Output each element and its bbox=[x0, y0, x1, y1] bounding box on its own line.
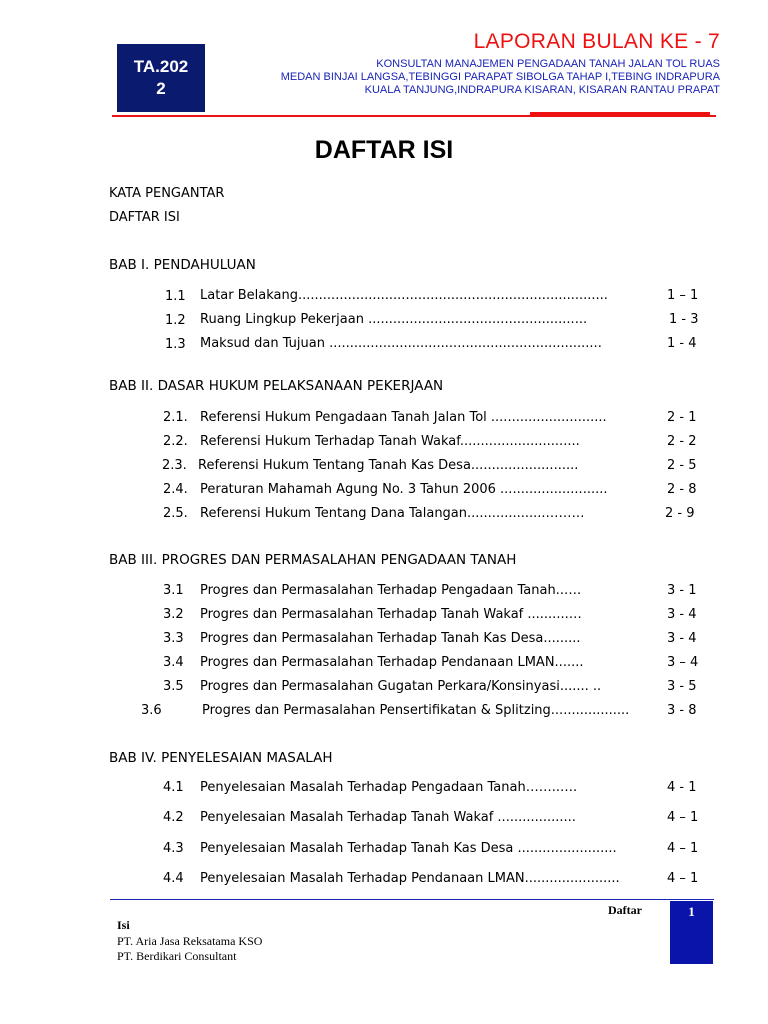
section-heading-bab-3: BAB III. PROGRES DAN PERMASALAHAN PENGADAAN TANAH bbox=[109, 552, 517, 568]
toc-entry-number: 2.4. bbox=[163, 482, 188, 497]
toc-entry-page: 2 - 8 bbox=[667, 482, 697, 497]
toc-entry-text: Referensi Hukum Terhadap Tanah Wakaf............................. bbox=[200, 434, 580, 449]
toc-entry-text: Progres dan Permasalahan Pensertifikatan & Splitzing................... bbox=[202, 703, 630, 718]
toc-entry-page: 3 – 4 bbox=[667, 655, 699, 670]
toc-entry-page: 3 - 4 bbox=[667, 631, 697, 646]
toc-entry-text: Penyelesaian Masalah Terhadap Pengadaan Tanah……..…. bbox=[200, 780, 578, 795]
toc-entry-number: 3.5 bbox=[163, 679, 184, 694]
toc-entry-text: Ruang Lingkup Pekerjaan ..................................................... bbox=[200, 312, 588, 327]
toc-entry-page: 3 - 8 bbox=[667, 703, 697, 718]
toc-entry-number: 3.1 bbox=[163, 583, 184, 598]
header-divider bbox=[112, 115, 716, 117]
toc-entry-text: Referensi Hukum Pengadaan Tanah Jalan Tol ............................ bbox=[200, 410, 607, 425]
toc-entry-page: 3 - 5 bbox=[667, 679, 697, 694]
section-heading-bab-2: BAB II. DASAR HUKUM PELAKSANAAN PEKERJAAN bbox=[109, 378, 444, 394]
toc-entry-text: Peraturan Mahamah Agung No. 3 Tahun 2006 .......................... bbox=[200, 482, 608, 497]
page-title: DAFTAR ISI bbox=[314, 136, 454, 164]
page-number-badge bbox=[670, 901, 713, 964]
toc-entry-text: Penyelesaian Masalah Terhadap Pendanaan LMAN....................... bbox=[200, 871, 620, 886]
toc-entry-text: Maksud dan Tujuan .................................................................. bbox=[200, 336, 602, 351]
toc-entry-number: 3.3 bbox=[163, 631, 184, 646]
footer-isi-label: Isi bbox=[117, 918, 130, 932]
toc-entry-text: Progres dan Permasalahan Terhadap Pengadaan Tanah..…. bbox=[200, 583, 582, 598]
header-line-1: KONSULTAN MANAJEMEN PENGADAAN TANAH JALAN TOL RUAS bbox=[376, 58, 720, 70]
toc-entry-page: 2 - 5 bbox=[667, 458, 697, 473]
toc-entry-text: Progres dan Permasalahan Gugatan Perkara/Konsinyasi....... .. bbox=[200, 679, 602, 694]
toc-entry-page: 4 - 1 bbox=[667, 780, 697, 795]
toc-entry-text: Progres dan Permasalahan Terhadap Tanah Kas Desa......... bbox=[200, 631, 581, 646]
toc-entry-number: 2.2. bbox=[163, 434, 188, 449]
toc-entry-page: 4 – 1 bbox=[667, 871, 699, 886]
toc-entry-number: 4.2 bbox=[163, 810, 184, 825]
toc-entry-number: 3.2 bbox=[163, 607, 184, 622]
toc-entry-page: 2 - 1 bbox=[667, 410, 697, 425]
toc-entry-number: 4.4 bbox=[163, 871, 184, 886]
toc-entry-page: 1 - 3 bbox=[669, 312, 699, 327]
toc-entry-number: 1.1 bbox=[165, 289, 186, 304]
toc-intro-kata-pengantar: KATA PENGANTAR bbox=[109, 186, 225, 201]
toc-entry-text: Progres dan Permasalahan Terhadap Tanah Wakaf ..........… bbox=[200, 607, 582, 622]
footer-company-2: PT. Berdikari Consultant bbox=[117, 949, 237, 963]
section-heading-bab-1: BAB I. PENDAHULUAN bbox=[109, 257, 256, 273]
toc-entry-page: 2 - 2 bbox=[667, 434, 697, 449]
header-line-2: MEDAN BINJAI LANGSA,TEBINGGI PARAPAT SIBOLGA TAHAP I,TEBING INDRAPURA bbox=[280, 71, 720, 83]
toc-entry-page: 3 - 4 bbox=[667, 607, 697, 622]
toc-entry-number: 1.3 bbox=[165, 337, 186, 352]
toc-entry-number: 4.1 bbox=[163, 780, 184, 795]
toc-entry-number: 4.3 bbox=[163, 841, 184, 856]
toc-entry-number: 3.6 bbox=[141, 703, 162, 718]
toc-entry-text: Latar Belakang........................................................................... bbox=[200, 288, 608, 303]
toc-entry-number: 1.2 bbox=[165, 313, 186, 328]
toc-intro-daftar-isi: DAFTAR ISI bbox=[109, 210, 180, 225]
toc-entry-text: Progres dan Permasalahan Terhadap Pendanaan LMAN....... bbox=[200, 655, 584, 670]
toc-entry-number: 2.3. bbox=[162, 458, 187, 473]
toc-entry-page: 3 - 1 bbox=[667, 583, 697, 598]
toc-entry-page: 1 – 1 bbox=[667, 288, 699, 303]
report-code-line1: TA.202 bbox=[133, 57, 189, 76]
section-heading-bab-4: BAB IV. PENYELESAIAN MASALAH bbox=[109, 750, 333, 766]
toc-entry-number: 2.5. bbox=[163, 506, 188, 521]
footer-divider bbox=[110, 899, 714, 900]
report-title: LAPORAN BULAN KE - 7 bbox=[473, 30, 720, 53]
toc-entry-text: Referensi Hukum Tentang Tanah Kas Desa.......................... bbox=[198, 458, 579, 473]
toc-entry-number: 3.4 bbox=[163, 655, 184, 670]
footer-company-1: PT. Aria Jasa Reksatama KSO bbox=[117, 934, 263, 948]
toc-entry-text: Referensi Hukum Tentang Dana Talangan...................……… bbox=[200, 506, 585, 521]
toc-entry-page: 1 - 4 bbox=[667, 336, 697, 351]
header-divider-accent bbox=[530, 112, 710, 115]
page-number: 1 bbox=[688, 904, 695, 919]
toc-entry-text: Penyelesaian Masalah Terhadap Tanah Wakaf ................... bbox=[200, 810, 576, 825]
toc-entry-number: 2.1. bbox=[163, 410, 188, 425]
footer-daftar-label: Daftar bbox=[608, 903, 642, 917]
toc-entry-page: 4 – 1 bbox=[667, 841, 699, 856]
toc-entry-text: Penyelesaian Masalah Terhadap Tanah Kas Desa ........................ bbox=[200, 841, 617, 856]
toc-entry-page: 4 – 1 bbox=[667, 810, 699, 825]
toc-entry-page: 2 - 9 bbox=[665, 506, 695, 521]
report-code-badge bbox=[117, 44, 205, 112]
report-code-line2: 2 bbox=[156, 79, 166, 98]
header-line-3: KUALA TANJUNG,INDRAPURA KISARAN, KISARAN RANTAU PRAPAT bbox=[364, 84, 720, 96]
